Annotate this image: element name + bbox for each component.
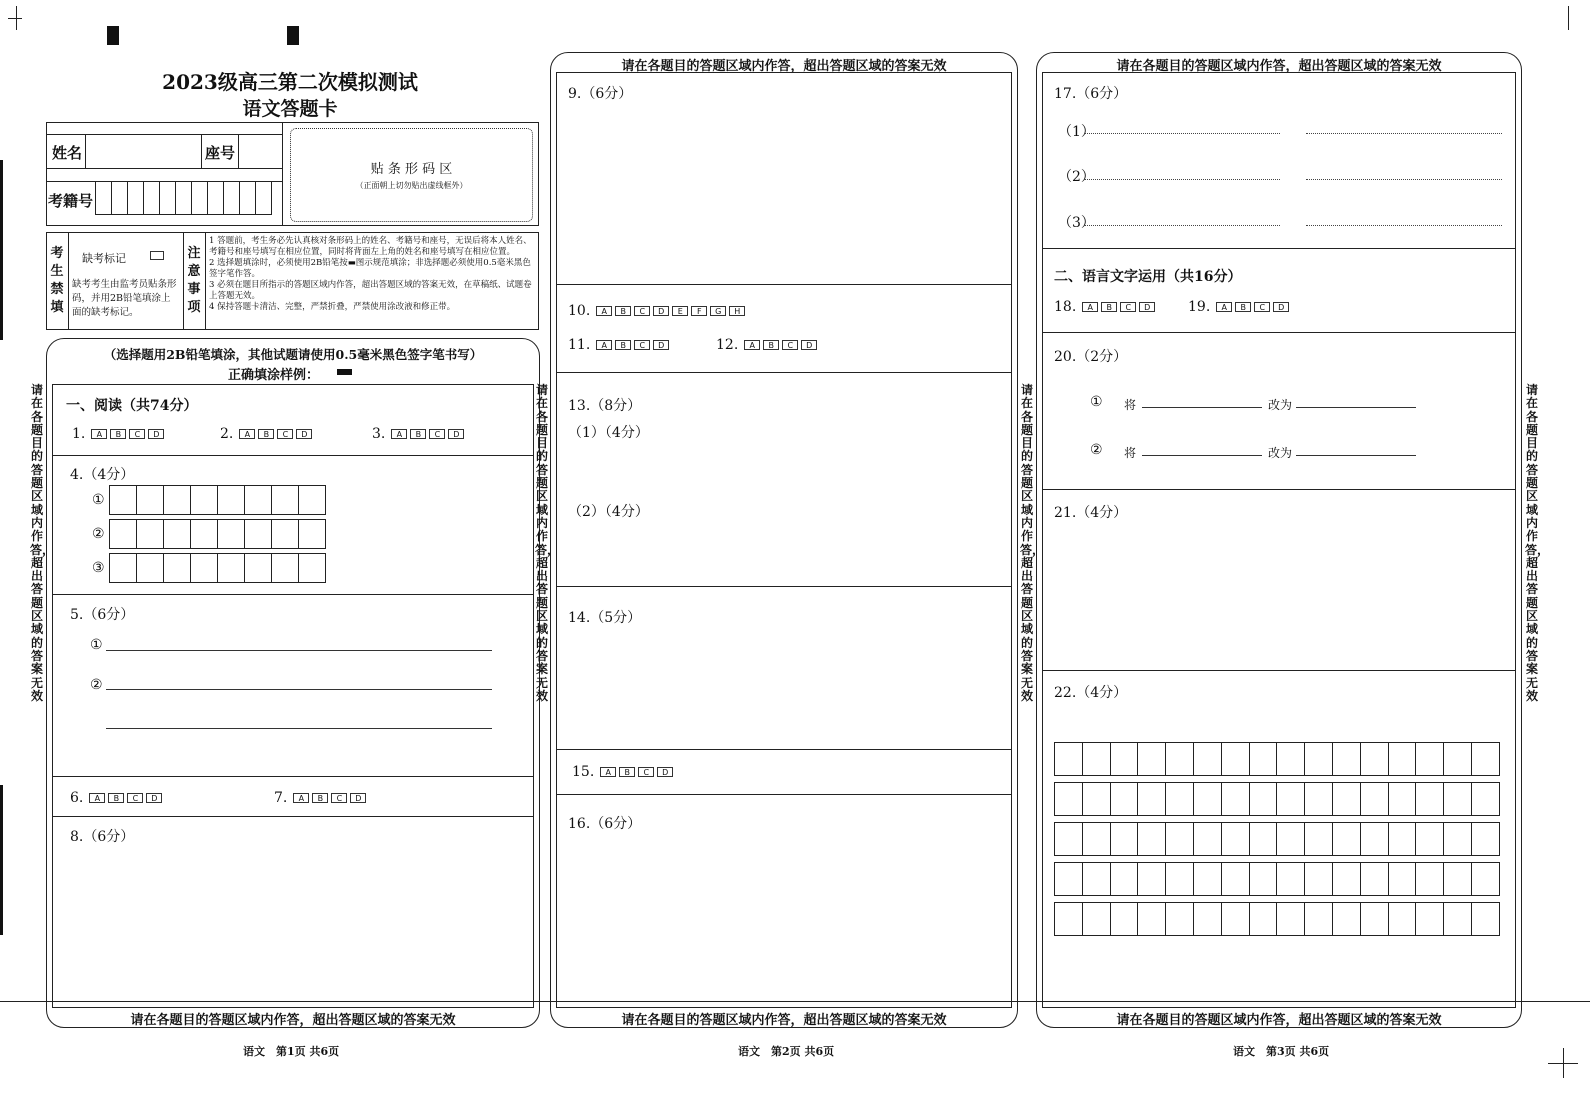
q22-grid-cell[interactable] xyxy=(1276,862,1305,896)
q22-grid-cell[interactable] xyxy=(1471,862,1500,896)
q18[interactable]: 18. A B C D xyxy=(1054,299,1155,315)
timing-mark-2 xyxy=(287,26,299,45)
q9-answer-area[interactable] xyxy=(557,104,1011,282)
q17-part3: （3） xyxy=(1058,215,1095,231)
exam-title: 2023级高三第二次模拟测试 xyxy=(162,70,418,94)
section2-title: 二、语言文字运用（共16分） xyxy=(1054,269,1242,285)
q8-label: 8.（6分） xyxy=(70,829,135,845)
q22-grid-cell[interactable] xyxy=(1193,862,1222,896)
q22-grid-cell[interactable] xyxy=(1054,902,1083,936)
q22-grid-cell[interactable] xyxy=(1137,822,1166,856)
q5-mark-1: ① xyxy=(90,637,103,653)
q17-line-3a[interactable] xyxy=(1084,225,1280,226)
notice-items xyxy=(209,236,535,313)
q22-grid-cell[interactable] xyxy=(1221,782,1250,816)
q22-grid-cell[interactable] xyxy=(1304,822,1333,856)
q14-answer-area[interactable] xyxy=(557,628,1011,748)
q20-mark-2: ② xyxy=(1090,442,1103,458)
q22-grid-cell[interactable] xyxy=(1415,822,1444,856)
q13-part1: （1）（4分） xyxy=(568,425,649,441)
q16-label: 16.（6分） xyxy=(568,816,642,832)
q22-grid-cell[interactable] xyxy=(1360,902,1389,936)
q22-grid-cell[interactable] xyxy=(1165,742,1194,776)
q22-grid-cell[interactable] xyxy=(1249,862,1278,896)
q22-grid-cell[interactable] xyxy=(1249,742,1278,776)
q22-grid-cell[interactable] xyxy=(1165,822,1194,856)
absent-note: 缺考考生由监考员贴条形码，并用2B铅笔填涂上面的缺考标记。 xyxy=(72,279,177,318)
notice-item-2: 2 选择题填涂时，必须使用2B铅笔按▬图示规范填涂；非选择题必须使用0.5毫米黑色签字笔作答。 xyxy=(209,258,531,279)
q20-line-2b[interactable] xyxy=(1296,455,1416,456)
q22-grid-cell[interactable] xyxy=(1193,742,1222,776)
q4-grid-3[interactable] xyxy=(110,553,326,583)
q22-grid-cell[interactable] xyxy=(1137,862,1166,896)
q22-grid-cell[interactable] xyxy=(1165,902,1194,936)
q4-mark-3: ③ xyxy=(92,560,105,576)
crop-mark-tl-h xyxy=(8,18,22,19)
q7[interactable]: 7. A B C D xyxy=(274,790,366,806)
q3[interactable]: 3. A B C D xyxy=(372,426,464,442)
q22-grid-cell[interactable] xyxy=(1165,862,1194,896)
q22-grid-cell[interactable] xyxy=(1221,742,1250,776)
q17-line-2b[interactable] xyxy=(1306,179,1502,180)
q17-line-3b[interactable] xyxy=(1306,225,1502,226)
q5-label: 5.（6分） xyxy=(70,607,135,623)
q20-line-1a[interactable] xyxy=(1142,407,1262,408)
q22-grid-cell[interactable] xyxy=(1276,782,1305,816)
q22-grid-cell[interactable] xyxy=(1471,742,1500,776)
exam-id-label: 考籍号 xyxy=(48,192,94,210)
page2-top-warning: 请在各题目的答题区域内作答，超出答题区域的答案无效 xyxy=(621,59,947,74)
left-edge-bar-2 xyxy=(0,785,3,935)
q22-grid-cell[interactable] xyxy=(1082,902,1111,936)
sample-fill xyxy=(337,369,352,375)
q13-label: 13.（8分） xyxy=(568,398,642,414)
q22-grid-cell[interactable] xyxy=(1110,782,1139,816)
barcode-title: 贴 条 形 码 区 xyxy=(370,162,453,177)
q5-line-3[interactable] xyxy=(106,728,492,729)
page2-bottom-warning: 请在各题目的答题区域内作答，超出答题区域的答案无效 xyxy=(621,1013,947,1028)
q22-grid-cell[interactable] xyxy=(1054,782,1083,816)
notice-item-1: 1 答题前，考生务必先认真核对条形码上的姓名、考籍号和座号，无误后将本人姓名、考籍号和座号填写在相应位置，同时将背面左上角的姓名和座号填写在相应位置。 xyxy=(209,236,532,257)
q22-grid-cell[interactable] xyxy=(1415,782,1444,816)
exam-subtitle: 语文答题卡 xyxy=(242,98,338,120)
q17-part1: （1） xyxy=(1058,124,1095,140)
q22-grid-cell[interactable] xyxy=(1054,742,1083,776)
q22-grid-cell[interactable] xyxy=(1165,782,1194,816)
fill-rule: （选择题用2B铅笔填涂，其他试题请使用0.5毫米黑色签字笔书写） xyxy=(103,347,483,362)
q22-grid-cell[interactable] xyxy=(1332,902,1361,936)
q19[interactable]: 19. A B C D xyxy=(1188,299,1289,315)
q22-grid-cell[interactable] xyxy=(1249,782,1278,816)
q20-line-2a[interactable] xyxy=(1142,455,1262,456)
vertical-warning-mid2: 请在各题目的答题区域内作答，超出答题区域的答案无效 xyxy=(1020,383,1045,703)
q22-grid-cell[interactable] xyxy=(1332,742,1361,776)
q22-grid-cell[interactable] xyxy=(1193,902,1222,936)
q22-grid-cell[interactable] xyxy=(1443,782,1472,816)
q17-label: 17.（6分） xyxy=(1054,86,1128,102)
q15[interactable]: 15. A B C D xyxy=(572,764,673,780)
seat-field[interactable] xyxy=(239,135,281,167)
q22-grid-row[interactable] xyxy=(1055,902,1500,936)
q22-grid-cell[interactable] xyxy=(1332,862,1361,896)
q22-grid-cell[interactable] xyxy=(1360,822,1389,856)
q20-jiang-2: 将 xyxy=(1124,446,1137,460)
q22-grid-cell[interactable] xyxy=(1193,822,1222,856)
q22-grid-cell[interactable] xyxy=(1388,902,1417,936)
q22-grid-cell[interactable] xyxy=(1443,822,1472,856)
crop-mark-br-h xyxy=(1548,1063,1578,1064)
q22-grid-cell[interactable] xyxy=(1110,862,1139,896)
q22-grid-cell[interactable] xyxy=(1443,902,1472,936)
q22-grid-cell[interactable] xyxy=(1276,822,1305,856)
q20-jiang-1: 将 xyxy=(1124,398,1137,412)
q20-gaiwei-1: 改为 xyxy=(1268,398,1293,412)
section1-title: 一、阅读（共74分） xyxy=(66,398,198,414)
barcode-note: （正面朝上切勿贴出虚线框外） xyxy=(355,181,468,190)
q6[interactable]: 6. A B C D xyxy=(70,790,162,806)
q22-grid-cell[interactable] xyxy=(1054,862,1083,896)
q5-line-2[interactable] xyxy=(106,689,492,690)
left-edge-bar-1 xyxy=(0,160,3,340)
absent-side-label: 考生禁填 xyxy=(50,246,64,315)
q22-grid-cell[interactable] xyxy=(1082,822,1111,856)
q4-label: 4.（4分） xyxy=(70,467,135,483)
q22-grid-cell[interactable] xyxy=(1221,822,1250,856)
q5-mark-2: ② xyxy=(90,677,103,693)
q1[interactable]: 1. A B C D xyxy=(72,426,164,442)
q22-grid-cell[interactable] xyxy=(1360,782,1389,816)
q22-grid-cell[interactable] xyxy=(1082,862,1111,896)
q22-grid-cell[interactable] xyxy=(1137,782,1166,816)
q22-grid-cell[interactable] xyxy=(1443,742,1472,776)
q22-grid-cell[interactable] xyxy=(1415,862,1444,896)
page3-bottom-warning: 请在各题目的答题区域内作答，超出答题区域的答案无效 xyxy=(1116,1013,1442,1028)
q4-mark-1: ① xyxy=(92,492,105,508)
q21-label: 21.（4分） xyxy=(1054,505,1128,521)
q22-label: 22.（4分） xyxy=(1054,685,1128,701)
page3-top-warning: 请在各题目的答题区域内作答，超出答题区域的答案无效 xyxy=(1116,59,1442,74)
q2[interactable]: 2. A B C D xyxy=(220,426,312,442)
q22-grid-cell[interactable] xyxy=(1221,902,1250,936)
q20-gaiwei-2: 改为 xyxy=(1268,446,1293,460)
q22-grid-row[interactable] xyxy=(1055,782,1500,816)
q22-grid-cell[interactable] xyxy=(1304,902,1333,936)
vertical-warning-mid1: 请在各题目的答题区域内作答，超出答题区域的答案无效 xyxy=(535,383,560,703)
q13-answer-area[interactable] xyxy=(557,440,1011,584)
q14-label: 14.（5分） xyxy=(568,610,642,626)
q20-line-1b[interactable] xyxy=(1296,407,1416,408)
q22-grid-cell[interactable] xyxy=(1249,822,1278,856)
q22-grid-row[interactable] xyxy=(1055,822,1500,856)
timing-mark-1 xyxy=(107,26,119,45)
name-label: 姓名 xyxy=(52,144,83,162)
seat-label: 座号 xyxy=(205,144,236,162)
q22-grid-cell[interactable] xyxy=(1332,782,1361,816)
q22-grid-cell[interactable] xyxy=(1082,782,1111,816)
q22-grid-cell[interactable] xyxy=(1110,742,1139,776)
q22-grid-cell[interactable] xyxy=(1082,742,1111,776)
q4-grid-2[interactable] xyxy=(110,519,326,549)
q17-line-1b[interactable] xyxy=(1306,133,1502,134)
q22-grid-row[interactable] xyxy=(1055,742,1500,776)
q22-grid-cell[interactable] xyxy=(1304,782,1333,816)
q22-grid-cell[interactable] xyxy=(1360,862,1389,896)
q22-grid-cell[interactable] xyxy=(1110,902,1139,936)
q16-answer-area[interactable] xyxy=(557,834,1011,1006)
q22-grid-cell[interactable] xyxy=(1276,742,1305,776)
absent-mark-box[interactable] xyxy=(150,251,164,260)
q22-grid-cell[interactable] xyxy=(1137,902,1166,936)
name-field[interactable] xyxy=(86,135,200,167)
notice-item-3: 3 必须在题目所指示的答题区域内作答，超出答题区域的答案无效，在草稿纸、试题卷上答题无效。 xyxy=(209,280,532,301)
q22-grid-cell[interactable] xyxy=(1137,742,1166,776)
q5-line-1[interactable] xyxy=(106,650,492,651)
q4-grid-1[interactable] xyxy=(110,485,326,515)
q20-label: 20.（2分） xyxy=(1054,349,1128,365)
q22-grid-row[interactable] xyxy=(1055,862,1500,896)
q22-grid-cell[interactable] xyxy=(1388,742,1417,776)
q22-grid-cell[interactable] xyxy=(1249,902,1278,936)
q22-grid-cell[interactable] xyxy=(1221,862,1250,896)
page2-footer: 语文 第2页 共6页 xyxy=(738,1045,835,1058)
q4-mark-2: ② xyxy=(92,526,105,542)
notice-item-4: 4 保持答题卡清洁、完整，严禁折叠，严禁使用涂改液和修正带。 xyxy=(209,302,456,312)
q22-grid-cell[interactable] xyxy=(1276,902,1305,936)
q17-line-1a[interactable] xyxy=(1084,133,1280,134)
q17-line-2a[interactable] xyxy=(1084,179,1280,180)
page1-footer: 语文 第1页 共6页 xyxy=(243,1045,340,1058)
q22-grid-cell[interactable] xyxy=(1332,822,1361,856)
q22-grid-cell[interactable] xyxy=(1193,782,1222,816)
q22-grid-cell[interactable] xyxy=(1388,862,1417,896)
q8-answer-area[interactable] xyxy=(53,846,533,1006)
q22-grid-cell[interactable] xyxy=(1110,822,1139,856)
q22-grid-cell[interactable] xyxy=(1304,742,1333,776)
q9-label: 9.（6分） xyxy=(568,86,633,102)
q22-grid-cell[interactable] xyxy=(1360,742,1389,776)
vertical-warning-right: 请在各题目的答题区域内作答，超出答题区域的答案无效 xyxy=(1525,383,1550,703)
exam-id-grid[interactable] xyxy=(96,181,272,215)
q22-grid-cell[interactable] xyxy=(1388,822,1417,856)
absent-mark-label: 缺考标记 xyxy=(82,252,126,265)
q22-grid-cell[interactable] xyxy=(1471,902,1500,936)
q21-answer-area[interactable] xyxy=(1043,522,1515,668)
q22-grid-cell[interactable] xyxy=(1054,822,1083,856)
q12[interactable]: 12. A B C D xyxy=(716,337,817,353)
q13-part2: （2）（4分） xyxy=(568,504,649,520)
q11[interactable]: 11. A B C D xyxy=(568,337,669,353)
q22-grid-cell[interactable] xyxy=(1388,782,1417,816)
q22-grid-cell[interactable] xyxy=(1415,742,1444,776)
q22-grid-cell[interactable] xyxy=(1443,862,1472,896)
q22-grid-cell[interactable] xyxy=(1415,902,1444,936)
sample-label: 正确填涂样例： xyxy=(228,368,320,383)
q20-mark-1: ① xyxy=(1090,394,1103,410)
notice-side-label: 注意事项 xyxy=(187,246,201,315)
page3-footer: 语文 第3页 共6页 xyxy=(1233,1045,1330,1058)
q22-grid-cell[interactable] xyxy=(1471,782,1500,816)
q17-part2: （2） xyxy=(1058,169,1095,185)
q10[interactable]: 10. A B C D E F G H xyxy=(568,303,745,319)
page1-bottom-warning: 请在各题目的答题区域内作答，超出答题区域的答案无效 xyxy=(130,1013,456,1028)
crop-mark-tr xyxy=(1568,6,1569,30)
q22-grid-cell[interactable] xyxy=(1471,822,1500,856)
vertical-warning-left: 请在各题目的答题区域内作答，超出答题区域的答案无效 xyxy=(30,383,55,703)
q22-grid-cell[interactable] xyxy=(1304,862,1333,896)
